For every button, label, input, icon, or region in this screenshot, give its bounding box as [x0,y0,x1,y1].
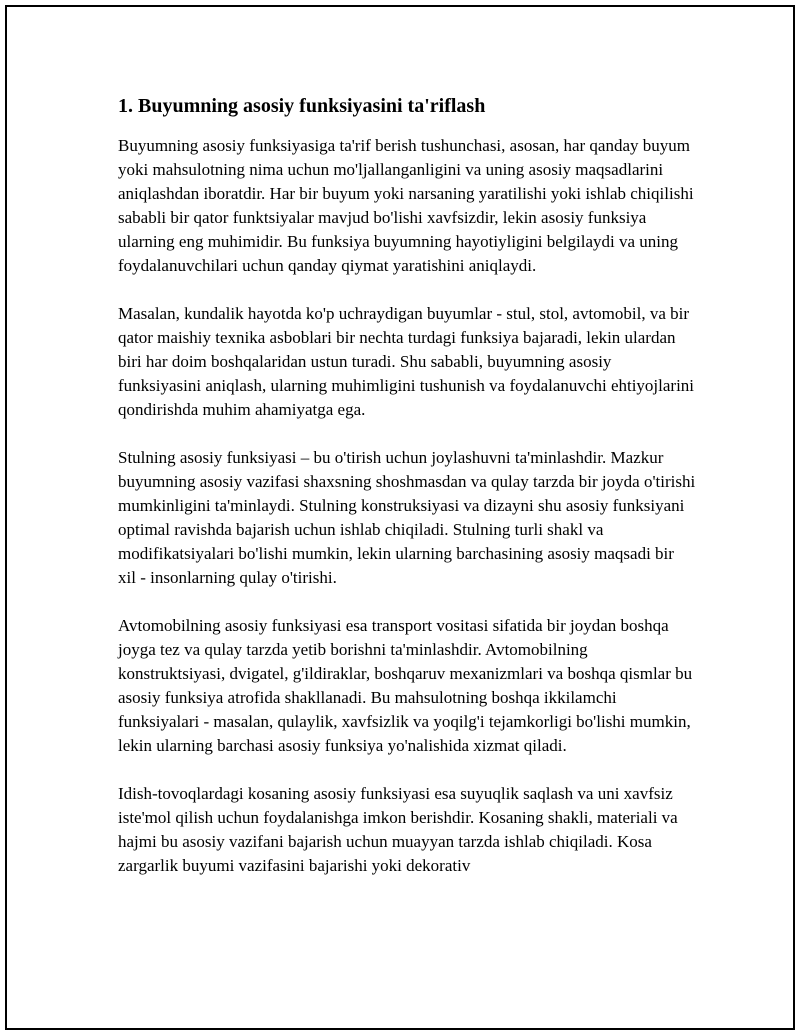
paragraph-examples: Masalan, kundalik hayotda ko'p uchraydigan buyumlar - stul, stol, avtomobil, va bir qator maishiy texnika asboblari bir nechta turdagi funksiya bajaradi, lekin ulardan biri har doim boshqalaridan ustun turadi. Shu sababli, buyumning asosiy funksiyasini aniqlash, ularning muhimligini tushunish va foydalanuvchi ehtiyojlarini qondirishda muhim ahamiyatga ega. [118,304,695,419]
paragraph-chair: Stulning asosiy funksiyasi – bu o'tirish uchun joylashuvni ta'minlashdir. Mazkur buyumning asosiy vazifasi shaxsning shoshmasdan va qulay tarzda bir joyda o'tirishi mumkinligini ta'minlaydi. Stulning konstruksiyasi va dizayni shu asosiy funksiyani optimal ravishda bajarish uchun ishlab chiqiladi. Stulning turli shakl va modifikatsiyalari bo'lishi mumkin, lekin ularning barchasining asosiy maqsadi bir xil - insonlarning qulay o'tirishi. [118,448,696,587]
paragraph-definition: Buyumning asosiy funksiyasiga ta'rif berish tushunchasi, asosan, har qanday buyum yoki mahsulotning nima uchun mo'ljallanganligini va uning asosiy maqsadlarini aniqlashdan iboratdir. Har bir buyum yoki narsaning yaratilishi yoki ishlab chiqilishi sababli bir qator funktsiyalar mavjud bo'lishi xavfsizdir, lekin asosiy funksiya ularning eng muhimidir. Bu funksiya buyumning hayotiyligini belgilaydi va uning foydalanuvchilari uchun qanday qiymat yaratishini aniqlaydi. [118,136,694,275]
document-body [112,88,696,902]
paragraph-bowl: Idish-tovoqlardagi kosaning asosiy funksiyasi esa suyuqlik saqlash va uni xavfsiz iste'mol qilish uchun foydalanishga imkon berishdir. Kosaning shakli, materiali va hajmi bu asosiy vazifani bajarish uchun muayyan tarzda ishlab chiqiladi. Kosa zargarlik buyumi vazifasini bajarishi yoki dekorativ [118,784,678,875]
paragraph-car: Avtomobilning asosiy funksiyasi esa transport vositasi sifatida bir joydan boshqa joyga tez va qulay tarzda yetib borishni ta'minlashdir. Avtomobilning konstruktsiyasi, dvigatel, g'ildiraklar, boshqaruv mexanizmlari va boshqa qismlar bu asosiy funksiya atrofida shakllanadi. Bu mahsulotning boshqa ikkilamchi funksiyalari - masalan, qulaylik, xavfsizlik va yoqilg'i tejamkorligi bo'lishi mumkin, lekin ularning barchasi asosiy funksiya yo'nalishida xizmat qiladi. [118,616,693,755]
section-heading: 1. Buyumning asosiy funksiyasini ta'riflash [118,95,486,117]
